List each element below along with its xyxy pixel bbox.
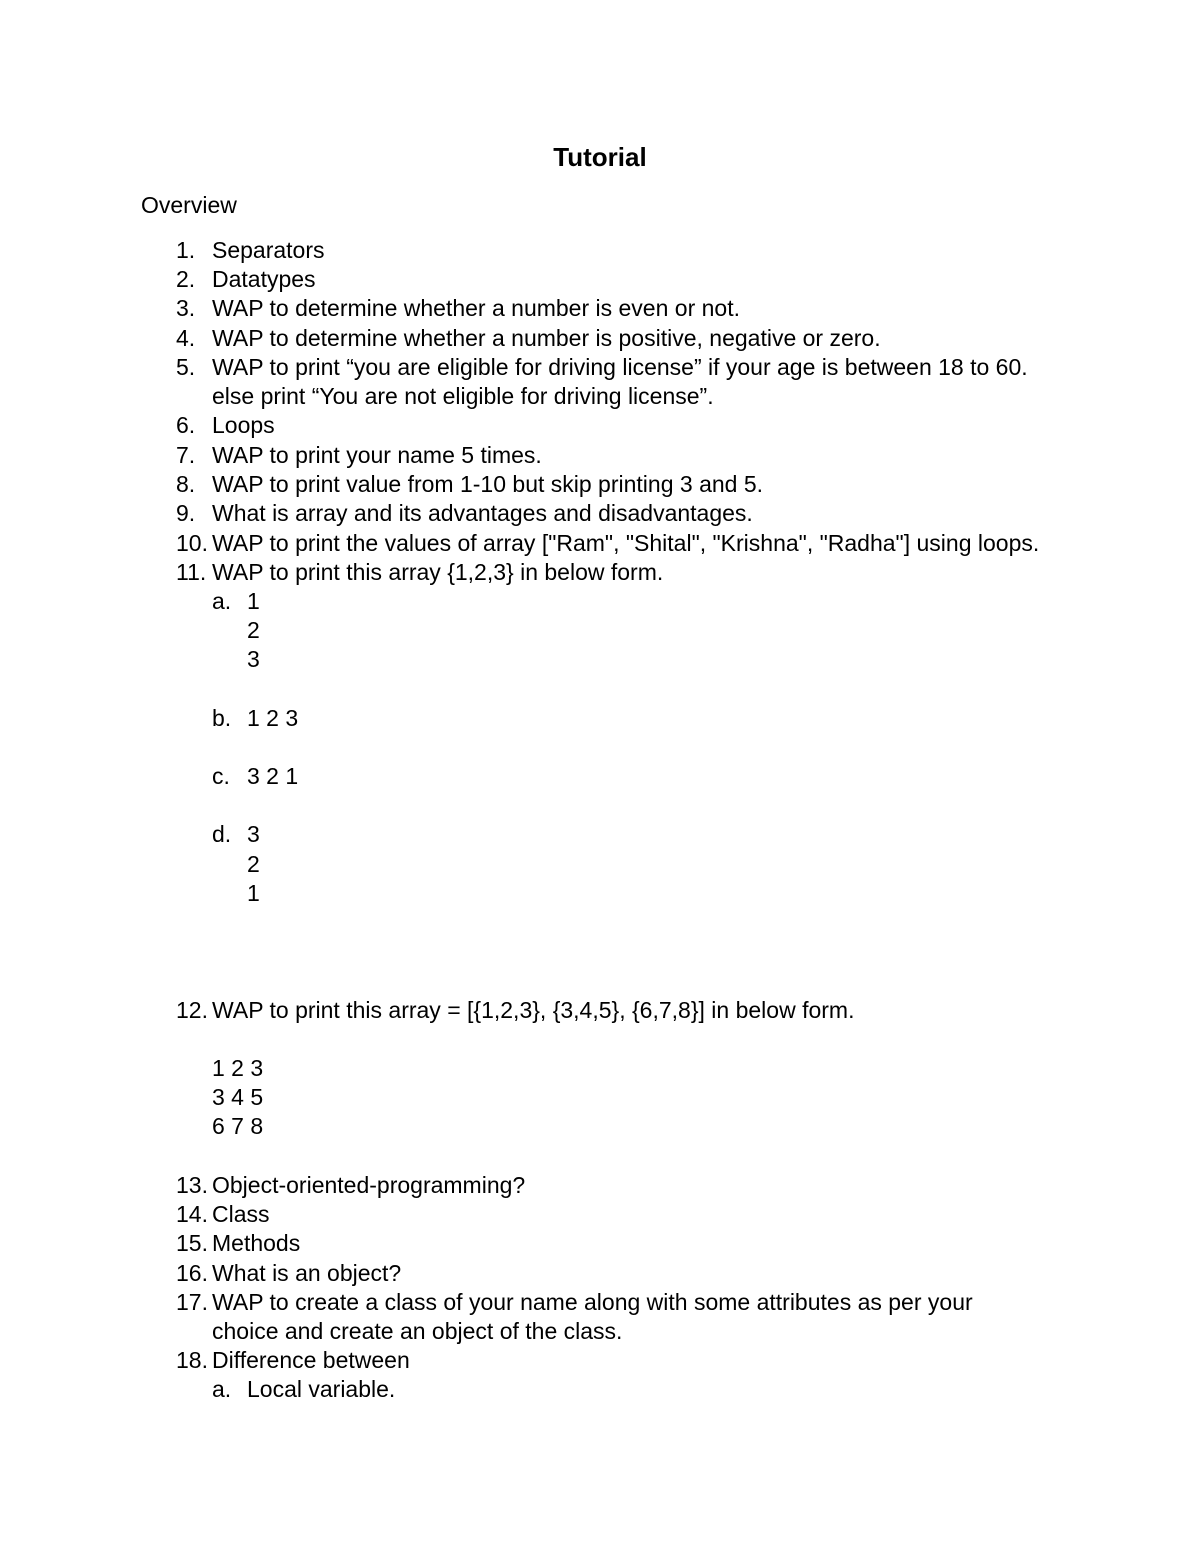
item-text: What is array and its advantages and disadvantages. <box>212 500 753 526</box>
item-number: 13. <box>176 1172 208 1198</box>
item-text: What is an object? <box>212 1260 402 1286</box>
item-text: WAP to determine whether a number is positive, negative or zero. <box>212 325 881 351</box>
item-number: 16. <box>176 1260 208 1286</box>
item-text: WAP to print your name 5 times. <box>212 442 542 468</box>
sub-item-line: 3 <box>247 646 260 672</box>
sub-item-letter: a. <box>212 1376 232 1402</box>
item-number: 12. <box>176 997 208 1023</box>
item-text: Methods <box>212 1230 301 1256</box>
item-text: WAP to create a class of your name along with some attributes as per your <box>212 1289 973 1315</box>
item-text: WAP to print this array {1,2,3} in below form. <box>212 559 664 585</box>
item-text: WAP to determine whether a number is even or not. <box>212 295 740 321</box>
item-number: 6. <box>176 412 196 438</box>
sub-item-letter: c. <box>212 763 230 789</box>
item-text: Object-oriented-programming? <box>212 1172 526 1198</box>
item-number: 8. <box>176 471 196 497</box>
item-number: 9. <box>176 500 196 526</box>
item-number: 4. <box>176 325 196 351</box>
item-text: Difference between <box>212 1347 410 1373</box>
item-text: Loops <box>212 412 275 438</box>
matrix-row: 3 4 5 <box>212 1084 264 1110</box>
item-text: Class <box>212 1201 270 1227</box>
item-number: 7. <box>176 442 196 468</box>
item-number: 5. <box>176 354 196 380</box>
item-text: WAP to print “you are eligible for driving license” if your age is between 18 to 60. <box>212 354 1028 380</box>
overview-heading: Overview <box>141 192 237 218</box>
sub-item-line: 1 <box>247 588 260 614</box>
item-number: 11. <box>176 559 207 585</box>
item-number: 10. <box>176 530 208 556</box>
item-text: Datatypes <box>212 266 316 292</box>
item-text: Separators <box>212 237 325 263</box>
sub-item-line: 3 <box>247 821 260 847</box>
item-text: WAP to print this array = [{1,2,3}, {3,4,5}, {6,7,8}] in below form. <box>212 997 855 1023</box>
item-number: 1. <box>176 237 196 263</box>
sub-item-line: 3 2 1 <box>247 763 299 789</box>
item-number: 3. <box>176 295 196 321</box>
sub-item-letter: d. <box>212 821 232 847</box>
item-number: 2. <box>176 266 196 292</box>
sub-item-line: 1 2 3 <box>247 705 299 731</box>
matrix-row: 6 7 8 <box>212 1113 264 1139</box>
item-text: WAP to print the values of array ["Ram", "Shital", "Krishna", "Radha"] using loops. <box>212 530 1040 556</box>
sub-item-letter: b. <box>212 705 232 731</box>
sub-item-text: Local variable. <box>247 1376 396 1402</box>
item-number: 15. <box>176 1230 208 1256</box>
matrix-row: 1 2 3 <box>212 1055 264 1081</box>
item-number: 18. <box>176 1347 208 1373</box>
sub-item-letter: a. <box>212 588 232 614</box>
sub-item-line: 2 <box>247 851 260 877</box>
item-text: WAP to print value from 1-10 but skip printing 3 and 5. <box>212 471 764 497</box>
sub-item-line: 2 <box>247 617 260 643</box>
page-title: Tutorial <box>553 142 647 172</box>
sub-item-line: 1 <box>247 880 260 906</box>
item-text-continuation: choice and create an object of the class. <box>212 1318 623 1344</box>
item-number: 17. <box>176 1289 208 1315</box>
item-number: 14. <box>176 1201 208 1227</box>
item-text-continuation: else print “You are not eligible for driving license”. <box>212 383 714 409</box>
